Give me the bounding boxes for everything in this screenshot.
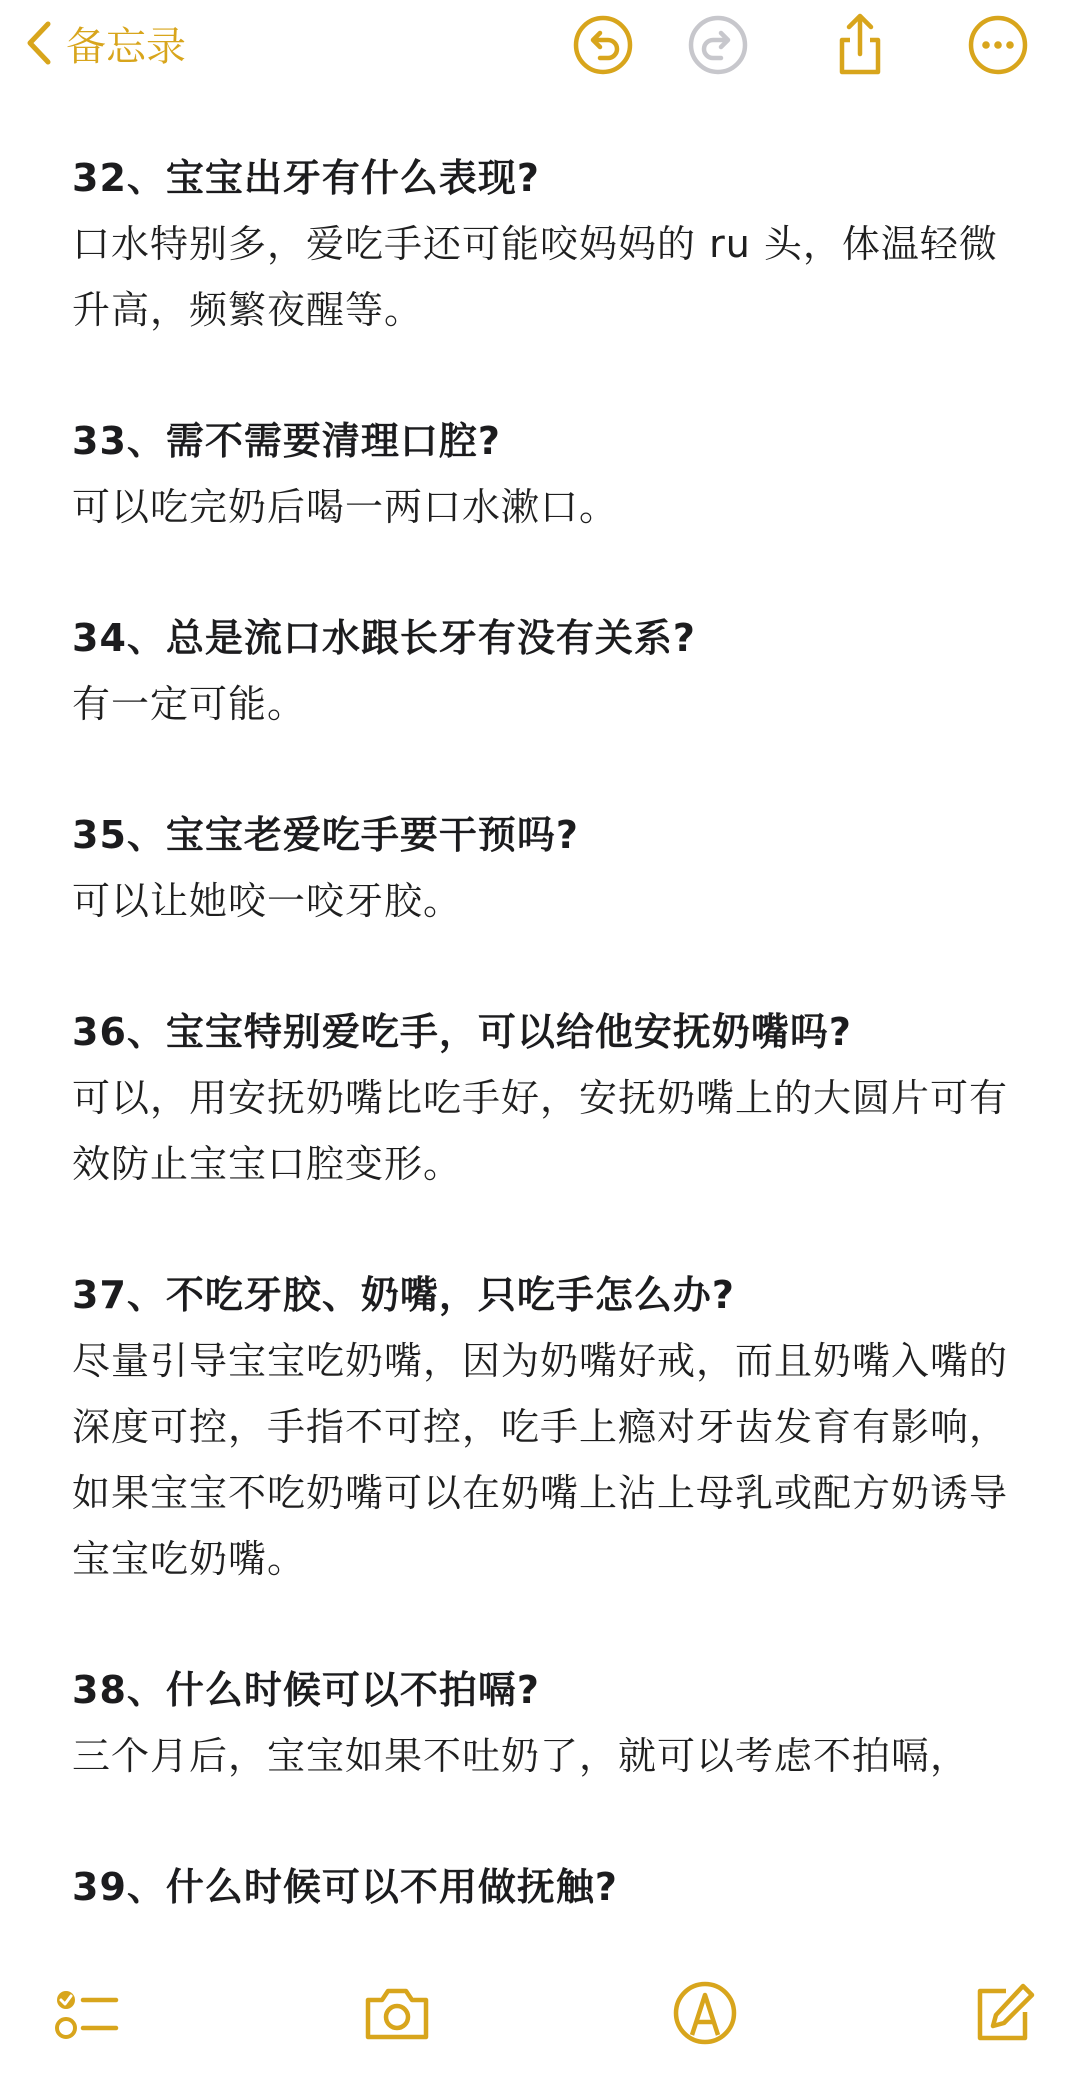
- bottom-toolbar: [0, 1960, 1080, 2092]
- more-icon: [965, 12, 1031, 78]
- qa-item: [72, 145, 1022, 343]
- camera-button[interactable]: [362, 1978, 432, 2048]
- navigation-bar: [0, 0, 1080, 92]
- answer-text: 可以吃完奶后喝一两口水漱口。: [72, 485, 619, 529]
- question-heading: 39、什么时候可以不用做抚触?: [72, 1865, 618, 1909]
- question-heading: 38、什么时候可以不拍嗝?: [72, 1668, 540, 1712]
- more-button[interactable]: [965, 12, 1031, 78]
- question-heading: 37、不吃牙胶、奶嘴，只吃手怎么办?: [72, 1273, 735, 1317]
- redo-icon: [685, 12, 751, 78]
- camera-icon: [362, 1978, 432, 2048]
- qa-item: [72, 999, 1022, 1197]
- answer-text: 有一定可能。: [72, 682, 307, 726]
- compose-button[interactable]: [968, 1978, 1038, 2048]
- back-button[interactable]: [26, 14, 186, 72]
- question-heading: 32、宝宝出牙有什么表现?: [72, 156, 540, 200]
- qa-item: [72, 1657, 1022, 1789]
- qa-item: [72, 408, 1022, 540]
- question-heading: 34、总是流口水跟长牙有没有关系?: [72, 616, 696, 660]
- markup-button[interactable]: [670, 1978, 740, 2048]
- undo-button[interactable]: [570, 12, 636, 78]
- share-button[interactable]: [827, 12, 893, 78]
- answer-text: 尽量引导宝宝吃奶嘴，因为奶嘴好戒，而且奶嘴入嘴的深度可控，手指不可控，吃手上瘾对牙齿发育有影响，如果宝宝不吃奶嘴可以在奶嘴上沾上母乳或配方奶诱导宝宝吃奶嘴。: [72, 1339, 1009, 1581]
- markup-icon: [670, 1978, 740, 2048]
- answer-text: 可以让她咬一咬牙胶。: [72, 879, 463, 923]
- question-heading: 36、宝宝特别爱吃手，可以给他安抚奶嘴吗?: [72, 1010, 852, 1054]
- checklist-icon: [52, 1978, 122, 2048]
- checklist-button[interactable]: [52, 1978, 122, 2048]
- qa-item: [72, 1854, 1022, 1920]
- answer-text: 口水特别多，爱吃手还可能咬妈妈的 ru 头，体温轻微升高，频繁夜醒等。: [72, 222, 998, 332]
- share-icon: [827, 12, 893, 78]
- undo-icon: [570, 12, 636, 78]
- note-body[interactable]: [72, 145, 1022, 1985]
- chevron-left-icon: [26, 20, 52, 66]
- qa-item: [72, 605, 1022, 737]
- question-heading: 33、需不需要清理口腔?: [72, 419, 501, 463]
- compose-icon: [968, 1978, 1038, 2048]
- answer-text: 可以，用安抚奶嘴比吃手好，安抚奶嘴上的大圆片可有效防止宝宝口腔变形。: [72, 1076, 1009, 1186]
- qa-item: [72, 802, 1022, 934]
- answer-text: 三个月后，宝宝如果不吐奶了，就可以考虑不拍嗝，: [72, 1734, 970, 1778]
- redo-button[interactable]: [685, 12, 751, 78]
- back-label: 备忘录: [66, 23, 186, 70]
- question-heading: 35、宝宝老爱吃手要干预吗?: [72, 813, 579, 857]
- qa-item: [72, 1262, 1022, 1592]
